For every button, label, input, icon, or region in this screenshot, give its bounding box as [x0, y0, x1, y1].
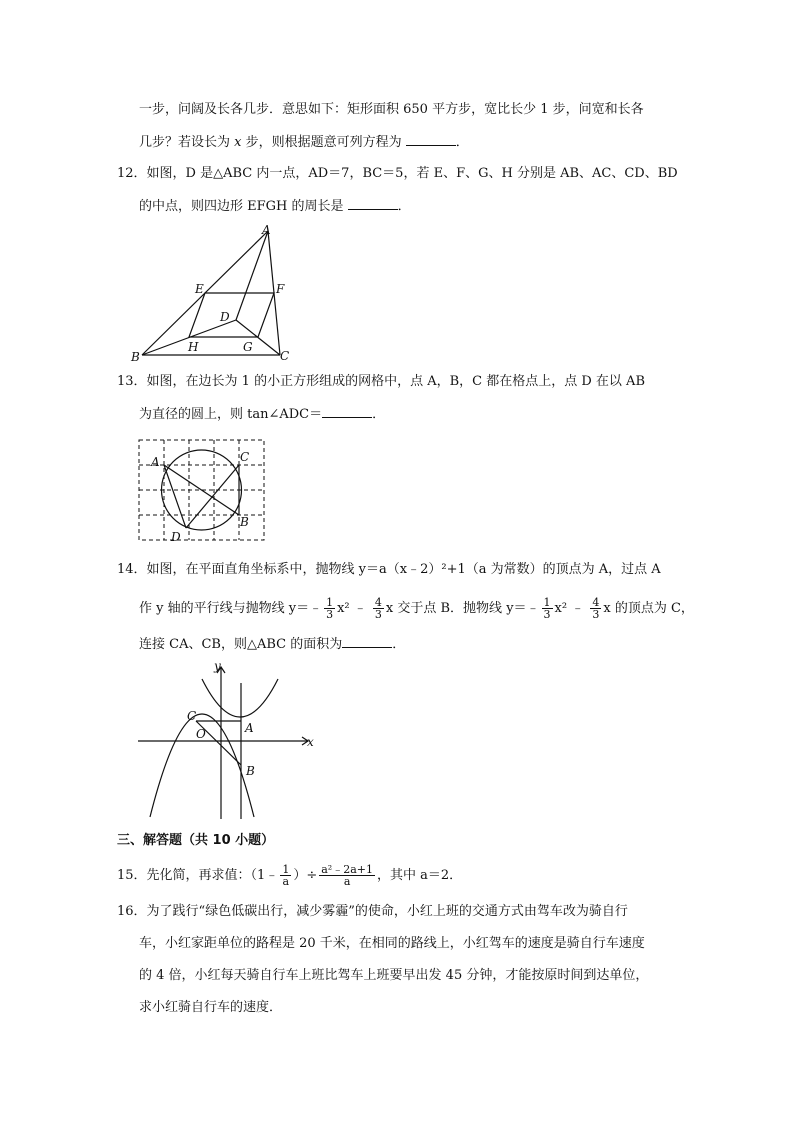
q14-label-y: y — [214, 659, 221, 673]
q13-label-d: D — [171, 530, 181, 544]
quadrilateral-efgh — [189, 293, 274, 337]
q15-line — [117, 864, 462, 887]
q13-answer-blank[interactable] — [322, 404, 372, 418]
q12-line1: 12．如图，D 是△ABC 内一点，AD＝7，BC＝5，若 E、F、G、H 分别是 AB、AC、CD、BD — [117, 166, 678, 181]
q12-label-d: D — [220, 310, 230, 324]
q13-figure — [136, 437, 271, 545]
q15-suffix: ，其中 a＝2． — [376, 868, 463, 883]
q12-label-b: B — [131, 350, 140, 364]
q15-fraction-1: $\frac{1}{a}$ — [282, 863, 290, 888]
q14-line3 — [139, 634, 405, 655]
q16-line1: 16．为了践行“绿色低碳出行，减少雾霾”的使命，小红上班的交通方式由驾车改为骑自行 — [117, 904, 628, 919]
q14-line1: 14．如图，在平面直角坐标系中，抛物线 y＝a（x﹣2）²+1（a 为常数）的顶点为 A，过点 A — [117, 562, 661, 577]
q14-fraction-2: $\frac{4}{3}$ — [374, 596, 382, 621]
section-heading: 三、解答题（共 10 小题） — [117, 833, 275, 848]
q12-label-c: C — [280, 349, 290, 363]
q16-line3: 的 4 倍，小红每天骑自行车上班比驾车上班要早出发 45 分钟，才能按原时间到达单位， — [139, 968, 649, 983]
q16-line2: 车，小红家距单位的路程是 20 千米，在相同的路线上，小红驾车的速度是骑自行车速度 — [139, 936, 645, 951]
q14-answer-blank[interactable] — [342, 634, 392, 648]
q14-fraction-4: $\frac{4}{3}$ — [592, 596, 600, 621]
segment-cd — [186, 465, 239, 528]
q13-text-a: 为直径的圆上，则 tan∠ADC＝ — [139, 407, 323, 422]
q14-fraction-1: $\frac{1}{3}$ — [326, 596, 334, 621]
q11-text-a: 几步？若设长为 — [139, 135, 235, 150]
q14-text-b: x² ﹣ — [337, 601, 371, 616]
q12-end: ． — [397, 199, 411, 214]
q14-label-o: O — [196, 727, 206, 741]
q12-answer-blank[interactable] — [348, 196, 398, 210]
q12-label-g: G — [243, 340, 253, 354]
q12-line2 — [139, 196, 411, 217]
q12-label-e: E — [195, 282, 204, 296]
segment-ad — [236, 231, 268, 320]
q11-var-x: x — [234, 135, 242, 150]
q15-prefix: 15．先化简，再求值： — [117, 868, 251, 883]
q14-end: ． — [392, 637, 406, 652]
q13-label-a: A — [151, 455, 160, 469]
q14-line2 — [139, 597, 694, 620]
q11-line1: 一步，问阔及长各几步．意思如下：矩形面积 650 平方步，宽比长少 1 步，问宽和长各 — [139, 102, 644, 117]
q16-line4: 求小红骑自行车的速度． — [139, 1000, 283, 1015]
q14-label-c: C — [187, 709, 197, 723]
q11-line2 — [139, 132, 469, 153]
q14-text-f: 连接 CA、CB，则△ABC 的面积为 — [139, 637, 343, 652]
q12-label-f: F — [276, 282, 285, 296]
segment-ad — [164, 465, 186, 528]
q12-label-h: H — [188, 340, 199, 354]
q13-end: ． — [372, 407, 386, 422]
q14-text-c: x 交于点 B．抛物线 y＝﹣ — [385, 601, 540, 616]
q13-label-c: C — [240, 450, 250, 464]
q14-text-d: x² ﹣ — [554, 601, 589, 616]
q11-end: ． — [455, 135, 469, 150]
q13-label-b: B — [240, 515, 249, 529]
q12-text-a: 的中点，则四边形 EFGH 的周长是 — [139, 199, 348, 214]
q11-text-b: 步，则根据题意可列方程为 — [241, 135, 406, 150]
q11-answer-blank[interactable] — [406, 132, 456, 146]
q14-label-x: x — [307, 735, 314, 749]
q14-text-e: x 的顶点为 C， — [603, 601, 694, 616]
q15-open: （1﹣ — [250, 868, 279, 883]
q12-label-a: A — [262, 223, 271, 237]
q13-line2 — [139, 404, 385, 425]
parabola-upward — [202, 679, 278, 717]
q14-figure — [132, 657, 322, 822]
q14-fraction-3: $\frac{1}{3}$ — [543, 596, 551, 621]
q15-fraction-2: $\frac{\text{a²﹣2a+1}}{a}$ — [321, 863, 373, 888]
q14-text-a: 作 y 轴的平行线与抛物线 y＝﹣ — [139, 601, 323, 616]
q14-label-b: B — [246, 764, 255, 778]
q15-close: ）÷ — [293, 868, 318, 883]
q13-line1: 13．如图，在边长为 1 的小正方形组成的网格中，点 A，B，C 都在格点上，点 D 在以 AB — [117, 374, 645, 389]
q12-figure — [130, 222, 300, 364]
q14-label-a: A — [245, 721, 254, 735]
